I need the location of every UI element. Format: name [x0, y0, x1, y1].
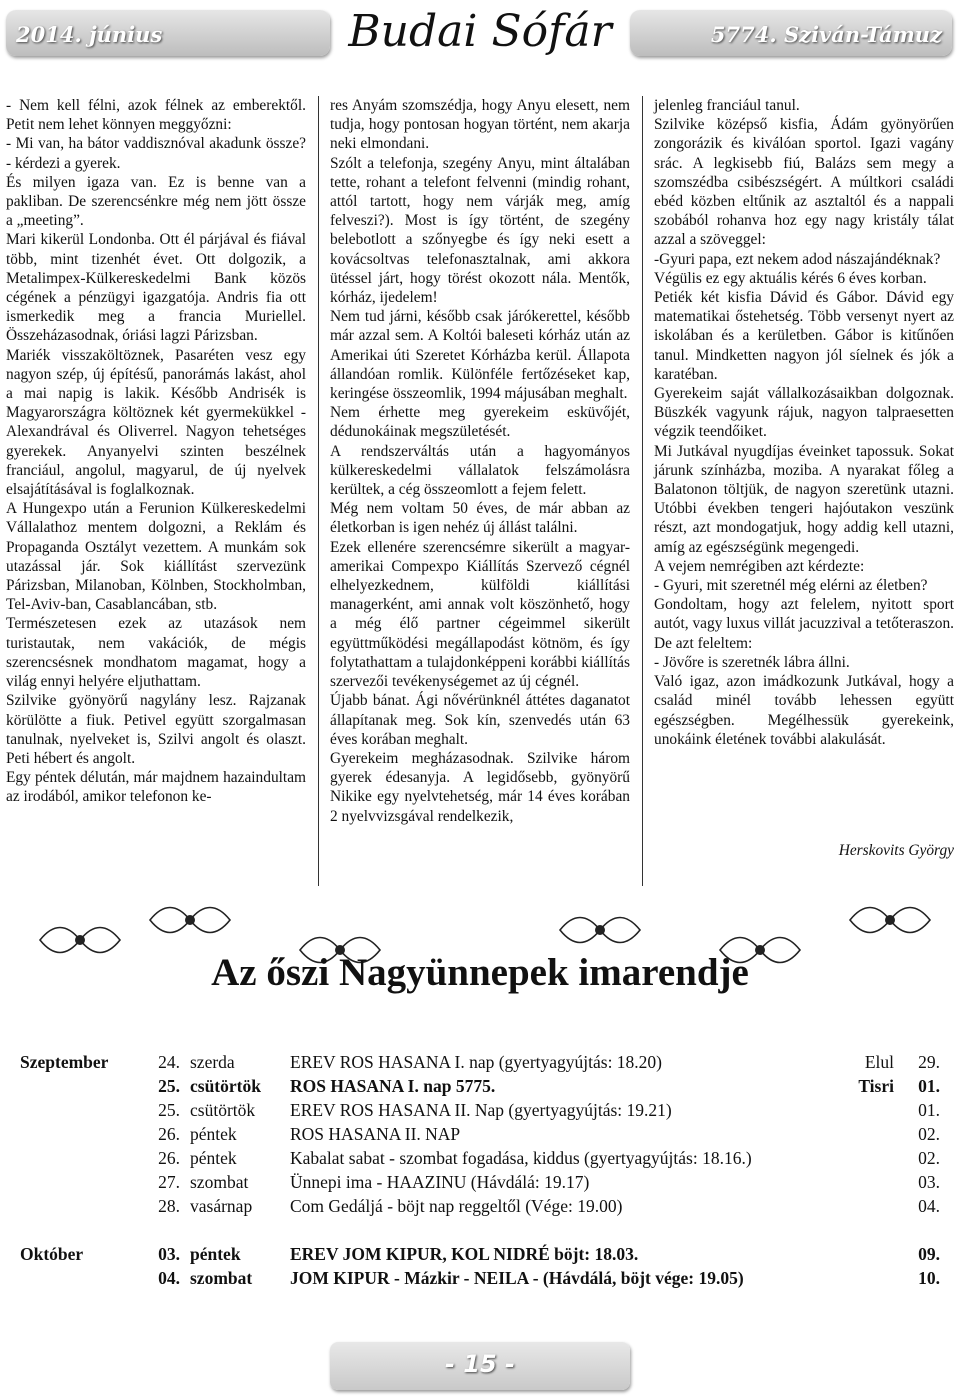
- article-column-1: [6, 96, 306, 807]
- paragraph: Nem érhette meg gyerekeim esküvőjét, dédunokáinak megszületését.: [330, 404, 630, 441]
- schedule-hebrew-day: 09.: [918, 1244, 940, 1264]
- paragraph: Szilvike gyönyörű nagylány lesz. Rajzanak körülötte a fiuk. Petivel együtt szorgalmasan tanulnak, nyelveket is, Szilvi angolt és olaszt. Peti hébert és angolt.: [6, 692, 306, 767]
- schedule-row: [20, 1196, 940, 1220]
- schedule-hebrew-month: [844, 1124, 894, 1148]
- paragraph: jelenleg franciául tanul.: [654, 97, 800, 114]
- schedule-row: [20, 1124, 940, 1148]
- schedule-month: Október: [20, 1244, 84, 1264]
- header-date-box: [6, 10, 330, 56]
- paragraph: Való igaz, azon imádkozunk Jutkával, hogy a család minél tovább lehessen együtt egészségben. Megélhessük gyerekeink, unokáink életének további alakulását.: [654, 673, 954, 748]
- schedule-day: 25.: [158, 1100, 180, 1120]
- paragraph: Petiék két kisfia Dávid és Gábor. Dávid egy matematikai őstehetség. Több versenyt nyert az iskolában és a kerületben. Gábor is kitűnően tanul. Mindketten nagyon jól síelnek és jók a karatéban.: [654, 289, 954, 383]
- schedule-table: [20, 1052, 940, 1292]
- paragraph: - Gyuri, mit szeretnél még elérni az életben?: [654, 577, 928, 595]
- schedule-weekday: csütörtök: [190, 1076, 261, 1096]
- paragraph: A vejem nemrégiben azt kérdezte:: [654, 557, 865, 575]
- schedule-event: EREV JOM KIPUR, KOL NIDRÉ böjt: 18.03.: [290, 1244, 639, 1264]
- paragraph: Szilvike középső kisfia, Ádám gyönyörűen zongorázik és kiválóan sportol. Igazi vagány srác. A legkisebb fiú, Balázs sem megy a szomszédba csibészségért. A múltkori családi ebéd közben eltűnik az asztaltól és a nappali szobából rohanva hoz egy nagy kristály tálat azzal a szöveggel:: [654, 116, 954, 249]
- schedule-hebrew-day: 01.: [918, 1076, 940, 1096]
- schedule-title: Az őszi Nagyünnepek imarendje: [211, 951, 749, 994]
- paragraph: Gondoltam, hogy azt felelem, nyitott sport autót, vagy luxus villát jacuzzival a tetőteraszon. De azt feleltem:: [654, 596, 955, 652]
- page-number: - 15 -: [444, 1350, 516, 1378]
- schedule-row: [20, 1172, 940, 1196]
- schedule-day: 27.: [158, 1172, 180, 1192]
- schedule-row: [20, 1052, 940, 1076]
- schedule-weekday: csütörtök: [190, 1100, 256, 1120]
- paragraph: Természetesen ezek az utazások nem turistautak, nem vakációk, de mégis szerencsésnek mondhatom magamat, hogy a világ ennyi helyére eljuthattam.: [6, 615, 306, 691]
- paragraph: A rendszerváltás után a hagyományos külkereskedelmi vállalatok felszámolásra kerültek, a cég összeomlott a fejem felett.: [330, 442, 630, 499]
- paragraph: Nem tud járni, később csak járókerettel, később már azzal sem. A Koltói baleseti kórház után az Amerikai úti Szeretet Kórházba kerül. Állapota állandóan romlik. Különféle fertőzéseket kap, keringése összeomlik, 1994 májusában meghalt.: [330, 308, 630, 403]
- paragraph: -Gyuri papa, ezt nekem adod nászajándéknak?: [654, 250, 941, 268]
- schedule-hebrew-day: 04.: [918, 1196, 940, 1216]
- schedule-month: [20, 1196, 138, 1220]
- schedule-event: Ünnepi ima - HAAZINU (Hávdálá: 19.17): [290, 1172, 590, 1192]
- paragraph: Mari kikerül Londonba. Ott él párjával és fiával több, mint tizenhét évet. Ott dolgozik, a Metalimpex-Külkereskedelmi Bank közös cégének a pénzügyi igazgatója. Andris fia ott ismerkedik meg a francia Muriellel. Összeházasodnak, óriási lagzi Párizsban.: [6, 231, 306, 345]
- schedule-day: 26.: [158, 1148, 180, 1168]
- schedule-day: 24.: [158, 1052, 180, 1072]
- article-column-2: [330, 96, 630, 826]
- schedule-row: [20, 1100, 940, 1124]
- paragraph: Ezek ellenére szerencsémre sikerült a magyar-amerikai Compexpo Kiállítás Szervező cégnél elhelyezkednem, külföldi kiállítási managerként, ami annak volt köszönhető, hogy a még élő partner cégeimmel sikerült együttműködési megállapodást kötnöm, és így folytathattam a tulajdonképpeni korábbi kiállítás szervezői tevékenységemet az új cégnél.: [330, 538, 630, 691]
- schedule-row: [20, 1076, 940, 1100]
- paragraph: Még nem voltam 50 éves, de már abban az életkorban is igen nehéz új állást találni.: [330, 500, 630, 537]
- schedule-hebrew-day: 29.: [918, 1052, 940, 1072]
- paragraph: Szólt a telefonja, szegény Anyu, mint általában tette, rohant a telefont felvenni (mindig rohant, attól tartott, hogy nem várják meg, amíg felveszi?). Most is így történt, de szegény belebotlott a szőnyegbe és így neki esett a kovácsoltvas telefonasztalnak, ami akkora ütéssel járt, hogy törést okozott nála. Mentők, kórház, ijedelem!: [330, 154, 630, 307]
- schedule-row: [20, 1268, 940, 1292]
- schedule-hebrew-month: [844, 1148, 894, 1172]
- schedule-hebrew-month: [844, 1196, 894, 1220]
- paragraph: - Mi van, ha bátor vaddisznóval akadunk össze? - kérdezi a gyerek.: [6, 135, 306, 172]
- schedule-hebrew-month: Elul: [864, 1052, 894, 1072]
- schedule-spacer: [20, 1220, 940, 1244]
- schedule-hebrew-day: 02.: [918, 1148, 940, 1168]
- schedule-weekday: péntek: [190, 1148, 237, 1168]
- schedule-month: [20, 1268, 138, 1292]
- schedule-hebrew-day: 10.: [918, 1268, 940, 1288]
- schedule-hebrew-day: 01.: [918, 1100, 940, 1120]
- newspaper-logo: Budai Sófár: [348, 6, 612, 57]
- schedule-row: [20, 1148, 940, 1172]
- schedule-month: [20, 1124, 138, 1148]
- schedule-month: [20, 1076, 138, 1100]
- page-number-box: [330, 1342, 630, 1390]
- schedule-weekday: szombat: [190, 1268, 253, 1288]
- schedule-month: Szeptember: [20, 1052, 109, 1072]
- schedule-hebrew-month: [844, 1244, 894, 1268]
- schedule-row: [20, 1244, 940, 1268]
- schedule-day: 26.: [158, 1124, 180, 1144]
- paragraph: Mariék visszaköltöznek, Pasaréten vesz egy nagyon szép, új építésű, panorámás lakást, ahol a mai napig is lakik. Később Andrisék is Magyarországra költöznek két gyermekükkel - Alexandrával és Oliverrel. Nagyon tehetséges gyerekek. Anyanyelvi szinten beszélnek franciául, angolul, magyarul, de új nyelvek elsajátításával is foglalkoznak.: [6, 346, 306, 499]
- schedule-hebrew-month: [844, 1172, 894, 1196]
- paragraph: És milyen igaza van. Ez is benne van a pakliban. De szerencsénkre még nem jött össze a „meeting”.: [6, 173, 306, 230]
- schedule-hebrew-month: [844, 1268, 894, 1292]
- schedule-hebrew-month: Tisri: [858, 1076, 894, 1096]
- column-divider: [642, 96, 643, 886]
- header-hebrew-date: 5774. Sziván-Támuz: [710, 22, 942, 47]
- schedule-weekday: péntek: [190, 1124, 237, 1144]
- schedule-event: EREV ROS HASANA II. Nap (gyertyagyújtás: 19.21): [290, 1100, 672, 1120]
- paragraph: A Hungexpo után a Ferunion Külkereskedelmi Vállalathoz mentem dolgozni, a Reklám és Propaganda Osztályt vezettem. A munkám sok utazással jár. Sok kiállítást szervezünk Párizsban, Milanoban, Kölnben, Stockholmban, Tel-Aviv-ban, Casablancában, stb.: [6, 500, 306, 614]
- schedule-hebrew-day: 02.: [918, 1124, 940, 1144]
- paragraph: Mi Jutkával nyugdíjas éveinket tapossuk. Sokat járunk színházba, moziba. A nyarakat főleg a Balatonon töltjük, de nagyon szeretünk utazni. Utóbbi években tengeri hajóutakon veszünk részt, azt mondogatjuk, hogy addig kell utazni, amíg az egészségünk megengedi.: [654, 442, 954, 556]
- schedule-event: ROS HASANA I. nap 5775.: [290, 1076, 496, 1096]
- schedule-day: 04.: [158, 1268, 180, 1288]
- paragraph: Egy péntek délután, már majdnem hazaindultam az irodából, amikor telefonon ke-: [6, 769, 306, 806]
- article-column-3: [654, 96, 954, 749]
- paragraph: Végülis ez egy aktuális kérés 6 éves korban.: [654, 269, 927, 287]
- author-signature: Herskovits György: [838, 842, 954, 859]
- paragraph: - Jövőre is szeretnék lábra állni.: [654, 653, 850, 671]
- schedule-weekday: péntek: [190, 1244, 241, 1264]
- schedule-weekday: szerda: [190, 1052, 235, 1072]
- schedule-weekday: szombat: [190, 1172, 249, 1192]
- schedule-hebrew-month: [844, 1100, 894, 1124]
- header-date: 2014. június: [16, 22, 163, 47]
- schedule-day: 25.: [158, 1076, 180, 1096]
- paragraph: Gyerekeim megházasodnak. Szilvike három gyerek édesanyja. A legidősebb, gyönyörű Nikike egy nyelvtehetség, már 14 éves korában 2 nyelvvizsgával rendelkezik,: [330, 749, 630, 825]
- paragraph: Gyerekeim saját vállalkozásaikban dolgoznak. Büszkék vagyunk rájuk, nagyon talpraesetten végzik teendőiket.: [654, 385, 954, 441]
- schedule-event: Com Gedáljá - böjt nap reggeltől (Vége: 19.00): [290, 1196, 623, 1216]
- schedule-day: 28.: [158, 1196, 180, 1216]
- schedule-event: Kabalat sabat - szombat fogadása, kiddus (gyertyagyújtás: 18.16.): [290, 1148, 752, 1168]
- schedule-event: EREV ROS HASANA I. nap (gyertyagyújtás: 18.20): [290, 1052, 663, 1072]
- paragraph: Újabb bánat. Ági nővérünknél áttétes daganatot állapítanak meg. Sok kín, szenvedés után 63 éves korában meghalt.: [330, 692, 630, 748]
- schedule-month: [20, 1148, 138, 1172]
- header-hebrew-date-box: [630, 10, 952, 56]
- column-divider: [318, 96, 319, 886]
- paragraph: - Nem kell félni, azok félnek az emberektől. Petit nem lehet könnyen meggyőzni:: [6, 97, 306, 134]
- schedule-event: JOM KIPUR - Mázkir - NEILA - (Hávdálá, böjt vége: 19.05): [290, 1268, 744, 1288]
- schedule-event: ROS HASANA II. NAP: [290, 1124, 461, 1144]
- paragraph: res Anyám szomszédja, hogy Anyu elesett, nem tudja, hogy pontosan hogyan történt, nem akarja neki elmondani.: [330, 97, 630, 153]
- schedule-weekday: vasárnap: [190, 1196, 253, 1216]
- schedule-month: [20, 1100, 138, 1124]
- schedule-month: [20, 1172, 138, 1196]
- schedule-hebrew-day: 03.: [918, 1172, 940, 1192]
- schedule-day: 03.: [158, 1244, 180, 1264]
